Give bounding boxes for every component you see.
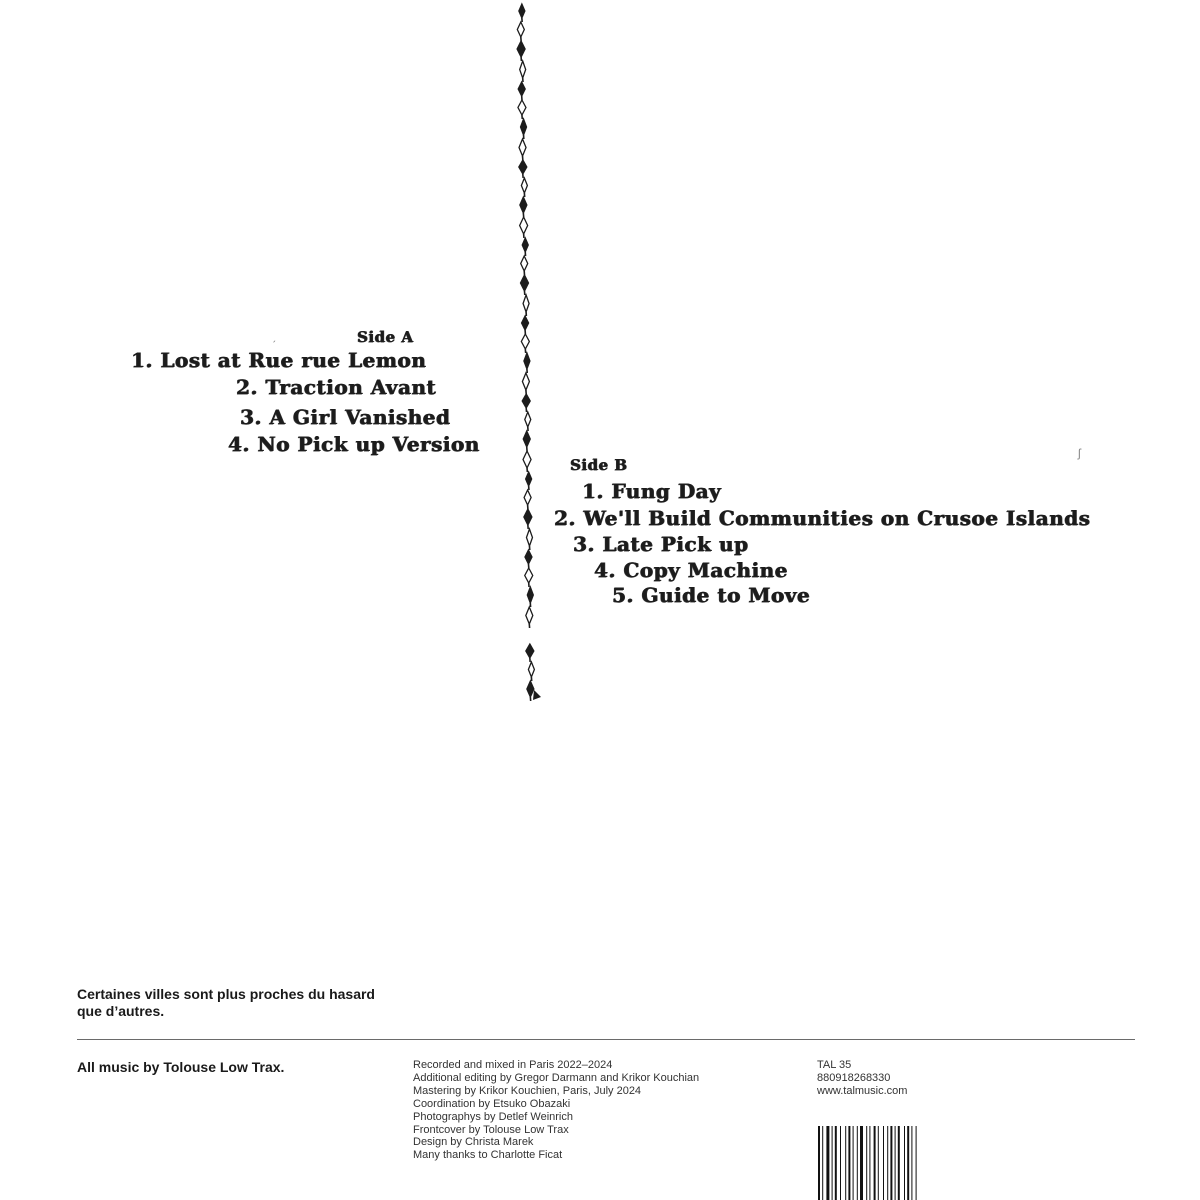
divider-diamond: [522, 394, 530, 408]
divider-diamond: [526, 529, 532, 546]
divider-diamond: [526, 472, 532, 486]
catalog-number: TAL 35: [817, 1059, 852, 1071]
credit-line: Recorded and mixed in Paris 2022–2024: [413, 1059, 613, 1071]
barcode-number: 880918268330: [817, 1071, 891, 1084]
side-b-track: 3. Late Pick up: [573, 532, 749, 556]
divider-diamond: [518, 82, 525, 96]
side-a-track: 3. A Girl Vanished: [240, 405, 451, 429]
credits-list: [413, 1059, 699, 1162]
divider-diamond: [525, 568, 533, 583]
catalog-info: [817, 1059, 907, 1098]
barcode-bar: [911, 1126, 912, 1200]
barcode-bar: [818, 1126, 820, 1200]
credit-line: Photographys by Detlef Weinrich: [413, 1110, 573, 1123]
divider-diamond: [523, 295, 529, 312]
side-b-heading: Side B: [570, 456, 628, 474]
side-a-heading: Side A: [357, 328, 414, 346]
barcode-bar: [883, 1126, 884, 1200]
divider-diamond: [527, 587, 533, 603]
barcode-bar: [835, 1126, 837, 1200]
side-b-track: 2. We'll Build Communities on Crusoe Islands: [554, 506, 1091, 530]
divider-diamond: [522, 316, 529, 330]
credit-line: Design by Christa Marek: [413, 1136, 534, 1149]
barcode-bar: [822, 1126, 823, 1200]
divider-diamond: [523, 451, 531, 468]
barcode: [817, 1126, 937, 1200]
barcode-bar: [848, 1126, 850, 1200]
barcode-bar: [895, 1126, 896, 1200]
divider-diamond: [524, 509, 532, 525]
divider-diamond: [519, 160, 527, 174]
barcode-bar: [866, 1126, 867, 1200]
divider-diamond: [522, 373, 529, 390]
divider-diamond: [524, 353, 530, 369]
divider-diamond: [523, 431, 530, 447]
credit-line: Additional editing by Gregor Darmann and Krikor Kouchian: [413, 1071, 700, 1084]
barcode-bar: [898, 1126, 900, 1200]
horizontal-rule: [77, 1039, 1135, 1040]
barcode-bar: [860, 1126, 863, 1200]
divider-diamond: [521, 178, 527, 193]
side-b-track: 4. Copy Machine: [594, 558, 788, 582]
divider-diamond: [527, 681, 534, 697]
barcode-bar: [840, 1126, 841, 1200]
divider-diamond: [528, 662, 534, 677]
print-speck: ʃ: [1078, 446, 1081, 460]
divider-diamond: [521, 334, 529, 349]
barcode-bar: [826, 1126, 829, 1200]
divider-diamond: [518, 100, 526, 115]
barcode-bar: [874, 1126, 876, 1200]
credit-line: Coordination by Etsuko Obazaki: [413, 1097, 571, 1110]
barcode-bar: [904, 1126, 905, 1200]
side-b-track: 5. Guide to Move: [612, 583, 811, 607]
website-link[interactable]: www.talmusic.com: [817, 1084, 908, 1097]
barcode-bar: [857, 1126, 858, 1200]
divider-diamond: [521, 256, 528, 271]
divider-diamond: [520, 275, 528, 291]
divider-diamond: [517, 41, 525, 57]
divider-diamond: [519, 4, 525, 18]
barcode-bar: [887, 1126, 888, 1200]
barcode-bar: [907, 1126, 909, 1200]
side-a-track: 2. Traction Avant: [236, 375, 437, 399]
credit-line: Many thanks to Charlotte Ficat: [413, 1149, 563, 1162]
barcode-bar: [878, 1126, 879, 1200]
divider-diamond: [520, 217, 528, 234]
divider-diamond: [524, 490, 531, 505]
divider-diamond: [525, 412, 531, 427]
divider-diamond: [517, 22, 524, 37]
side-a-track: 4. No Pick up Version: [228, 432, 480, 456]
barcode-bar: [916, 1126, 917, 1200]
print-speck: ˏ: [272, 329, 276, 343]
barcode-bar: [845, 1126, 846, 1200]
divider-diamond: [519, 139, 526, 156]
divider-diamond: [520, 197, 527, 213]
credit-line: Frontcover by Tolouse Low Trax: [413, 1123, 569, 1136]
divider-diamond: [522, 238, 528, 252]
credit-main: All music by Tolouse Low Trax.: [77, 1059, 285, 1075]
divider-diamond: [526, 644, 534, 658]
divider-diamond: [525, 550, 532, 564]
barcode-bar: [890, 1126, 892, 1200]
divider-diamond: [520, 61, 526, 78]
barcode-bar: [853, 1126, 854, 1200]
divider-ink-blot: [533, 690, 541, 700]
barcode-bar: [832, 1126, 833, 1200]
barcode-bar: [869, 1126, 870, 1200]
divider-diamond: [521, 119, 527, 135]
credit-line: Mastering by Krikor Kouchien, Paris, July 2024: [413, 1084, 642, 1097]
divider-diamond: [526, 607, 533, 624]
tagline: Certaines villes sont plus proches du hasard que d’autres.: [77, 986, 375, 1019]
side-a-track: 1. Lost at Rue rue Lemon: [131, 348, 427, 372]
side-b-track: 1. Fung Day: [582, 479, 722, 503]
